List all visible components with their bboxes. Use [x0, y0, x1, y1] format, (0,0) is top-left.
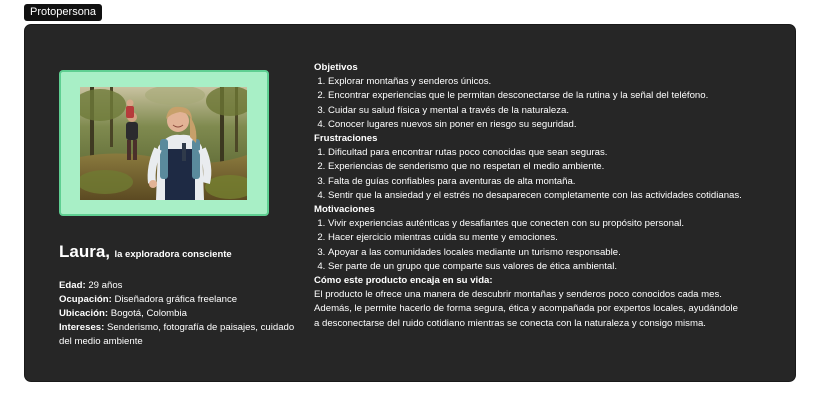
list-item: 2. Encontrar experiencias que le permitan desconectarse de la rutina y la señal del teléfono. — [328, 89, 784, 103]
list-item: 4. Sentir que la ansiedad y el estrés no desaparecen completamente con las actividades cotidianas. — [328, 189, 784, 203]
objetivos-list — [314, 75, 784, 132]
list-item: 1. Dificultad para encontrar rutas poco conocidas que sean seguras. — [328, 146, 784, 160]
list-item: 4. Conocer lugares nuevos sin poner en riesgo su seguridad. — [328, 118, 784, 132]
detail-interests: Intereses: Senderismo, fotografía de paisajes, cuidado del medio ambiente — [59, 322, 295, 347]
list-item: 2. Experiencias de senderismo que no respetan el medio ambiente. — [328, 160, 784, 174]
persona-photo — [80, 87, 247, 200]
detail-location: Ubicación: Bogotá, Colombia — [59, 308, 187, 319]
section-title-encaje: Cómo este producto encaja en su vida: — [314, 275, 493, 287]
list-item: 1. Explorar montañas y senderos únicos. — [328, 75, 784, 89]
persona-heading — [59, 242, 299, 262]
list-item: 2. Hacer ejercicio mientras cuida su mente y emociones. — [328, 231, 784, 245]
detail-occupation: Ocupación: Diseñadora gráfica freelance — [59, 294, 238, 305]
persona-details — [59, 279, 299, 349]
frame-label[interactable]: Protopersona — [24, 4, 102, 21]
detail-age: Edad: 29 años — [59, 280, 123, 291]
encaje-line: a desconectarse del ruido cotidiano mientras se conecta con la naturaleza y consigo misma. — [314, 317, 706, 329]
encaje-line: Además, le permite hacerlo de forma segura, ética y acompañada por expertos locales, ayudándole — [314, 303, 738, 315]
encaje-line: El producto le ofrece una manera de descubrir montañas y senderos poco conocidos cada mes. — [314, 289, 722, 301]
list-item: 3. Cuidar su salud física y mental a través de la naturaleza. — [328, 104, 784, 118]
list-item: 1. Vivir experiencias auténticas y desafiantes que conecten con su propósito personal. — [328, 217, 784, 231]
section-title-objetivos: Objetivos — [314, 62, 358, 73]
persona-name: Laura, — [59, 242, 111, 261]
persona-card — [24, 24, 796, 382]
section-title-motivaciones: Motivaciones — [314, 204, 375, 216]
motivaciones-list — [314, 217, 784, 274]
persona-tagline: la exploradora consciente — [114, 249, 232, 260]
section-title-frustraciones: Frustraciones — [314, 133, 378, 145]
photo-frame — [59, 70, 269, 216]
persona-sections — [314, 61, 784, 331]
list-item: 3. Apoyar a las comunidades locales mediante un turismo responsable. — [328, 246, 784, 260]
list-item: 4. Ser parte de un grupo que comparte sus valores de ética ambiental. — [328, 260, 784, 274]
hikers-photo-image — [80, 87, 247, 200]
list-item: 3. Falta de guías confiables para aventuras de alta montaña. — [328, 175, 784, 189]
frustraciones-list — [314, 146, 784, 203]
